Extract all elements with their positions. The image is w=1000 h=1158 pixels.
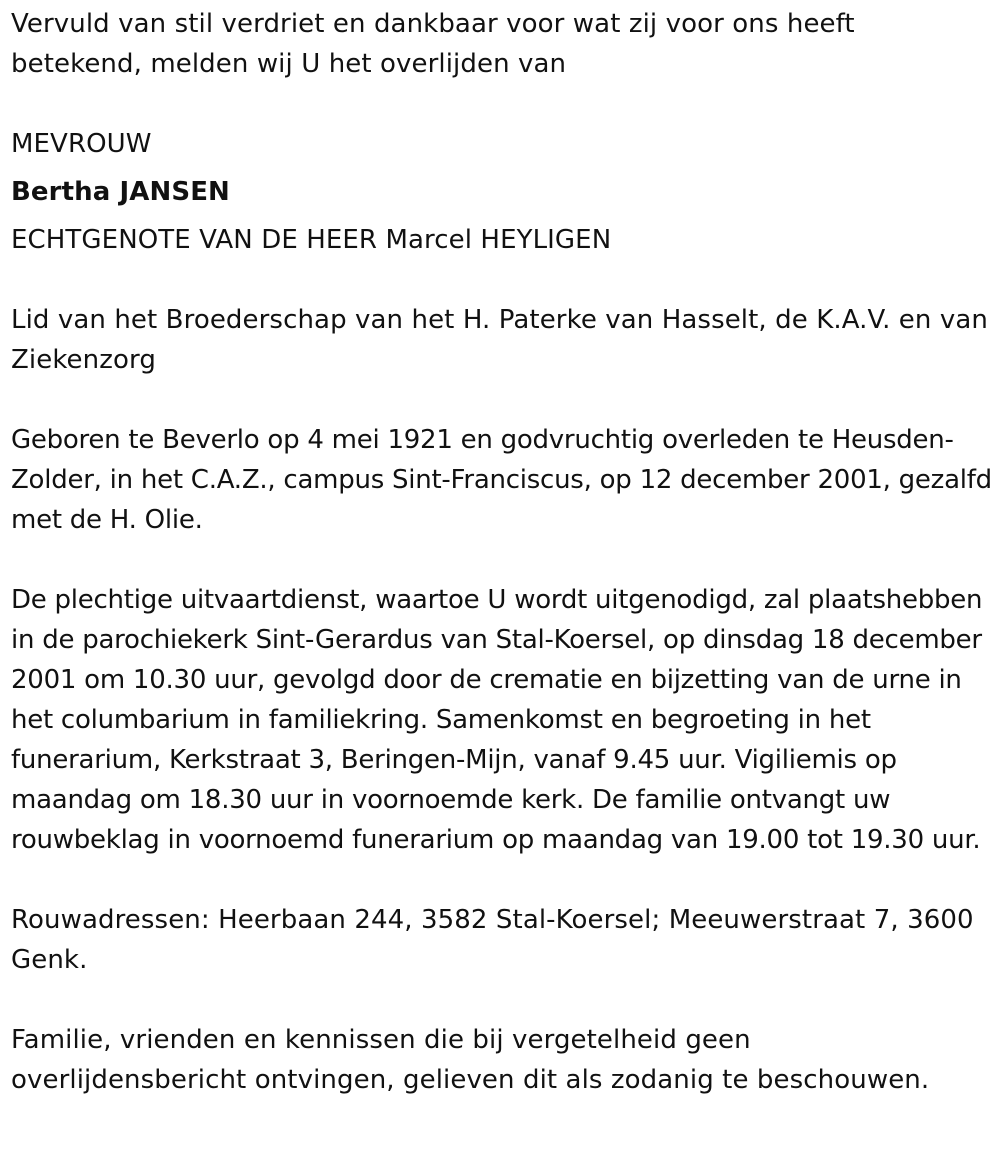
spacer	[11, 860, 993, 900]
spacer	[11, 540, 993, 580]
membership-paragraph: Lid van het Broederschap van het H. Paterke van Hasselt, de K.A.V. en van Ziekenzorg	[11, 305, 988, 375]
spouse-line: ECHTGENOTE VAN DE HEER Marcel HEYLIGEN	[11, 225, 612, 255]
addresses-paragraph: Rouwadressen: Heerbaan 244, 3582 Stal-Koersel; Meeuwerstraat 7, 3600 Genk.	[11, 905, 974, 975]
intro-paragraph: Vervuld van stil verdriet en dankbaar voor wat zij voor ons heeft betekend, melden wij U het overlijden van	[11, 9, 855, 79]
spacer	[11, 380, 993, 420]
deceased-name: Bertha JANSEN	[11, 177, 230, 207]
spacer	[11, 84, 993, 124]
spacer	[11, 980, 993, 1020]
birth-death-paragraph: Geboren te Beverlo op 4 mei 1921 en godvruchtig overleden te Heusden-Zolder, in het C.A.Z., campus Sint-Franciscus, op 12 december 2001, gezalfd met de H. Olie.	[11, 425, 992, 535]
funeral-paragraph: De plechtige uitvaartdienst, waartoe U wordt uitgenodigd, zal plaatshebben in de parochiekerk Sint-Gerardus van Stal-Koersel, op dinsdag 18 december 2001 om 10.30 uur, gevolgd door de crematie en bijzetting van de urne in het columbarium in familiekring. Samenkomst en begroeting in het funerarium, Kerkstraat 3, Beringen-Mijn, vanaf 9.45 uur. Vigiliemis op maandag om 18.30 uur in voornoemde kerk. De familie ontvangt uw rouwbeklag in voornoemd funerarium op maandag van 19.00 tot 19.30 uur.	[11, 585, 983, 855]
closing-paragraph: Familie, vrienden en kennissen die bij vergetelheid geen overlijdensbericht ontvingen, gelieven dit als zodanig te beschouwen.	[11, 1025, 930, 1095]
honorific: MEVROUW	[11, 129, 152, 159]
spacer	[11, 260, 993, 300]
obituary-document	[11, 4, 993, 1100]
